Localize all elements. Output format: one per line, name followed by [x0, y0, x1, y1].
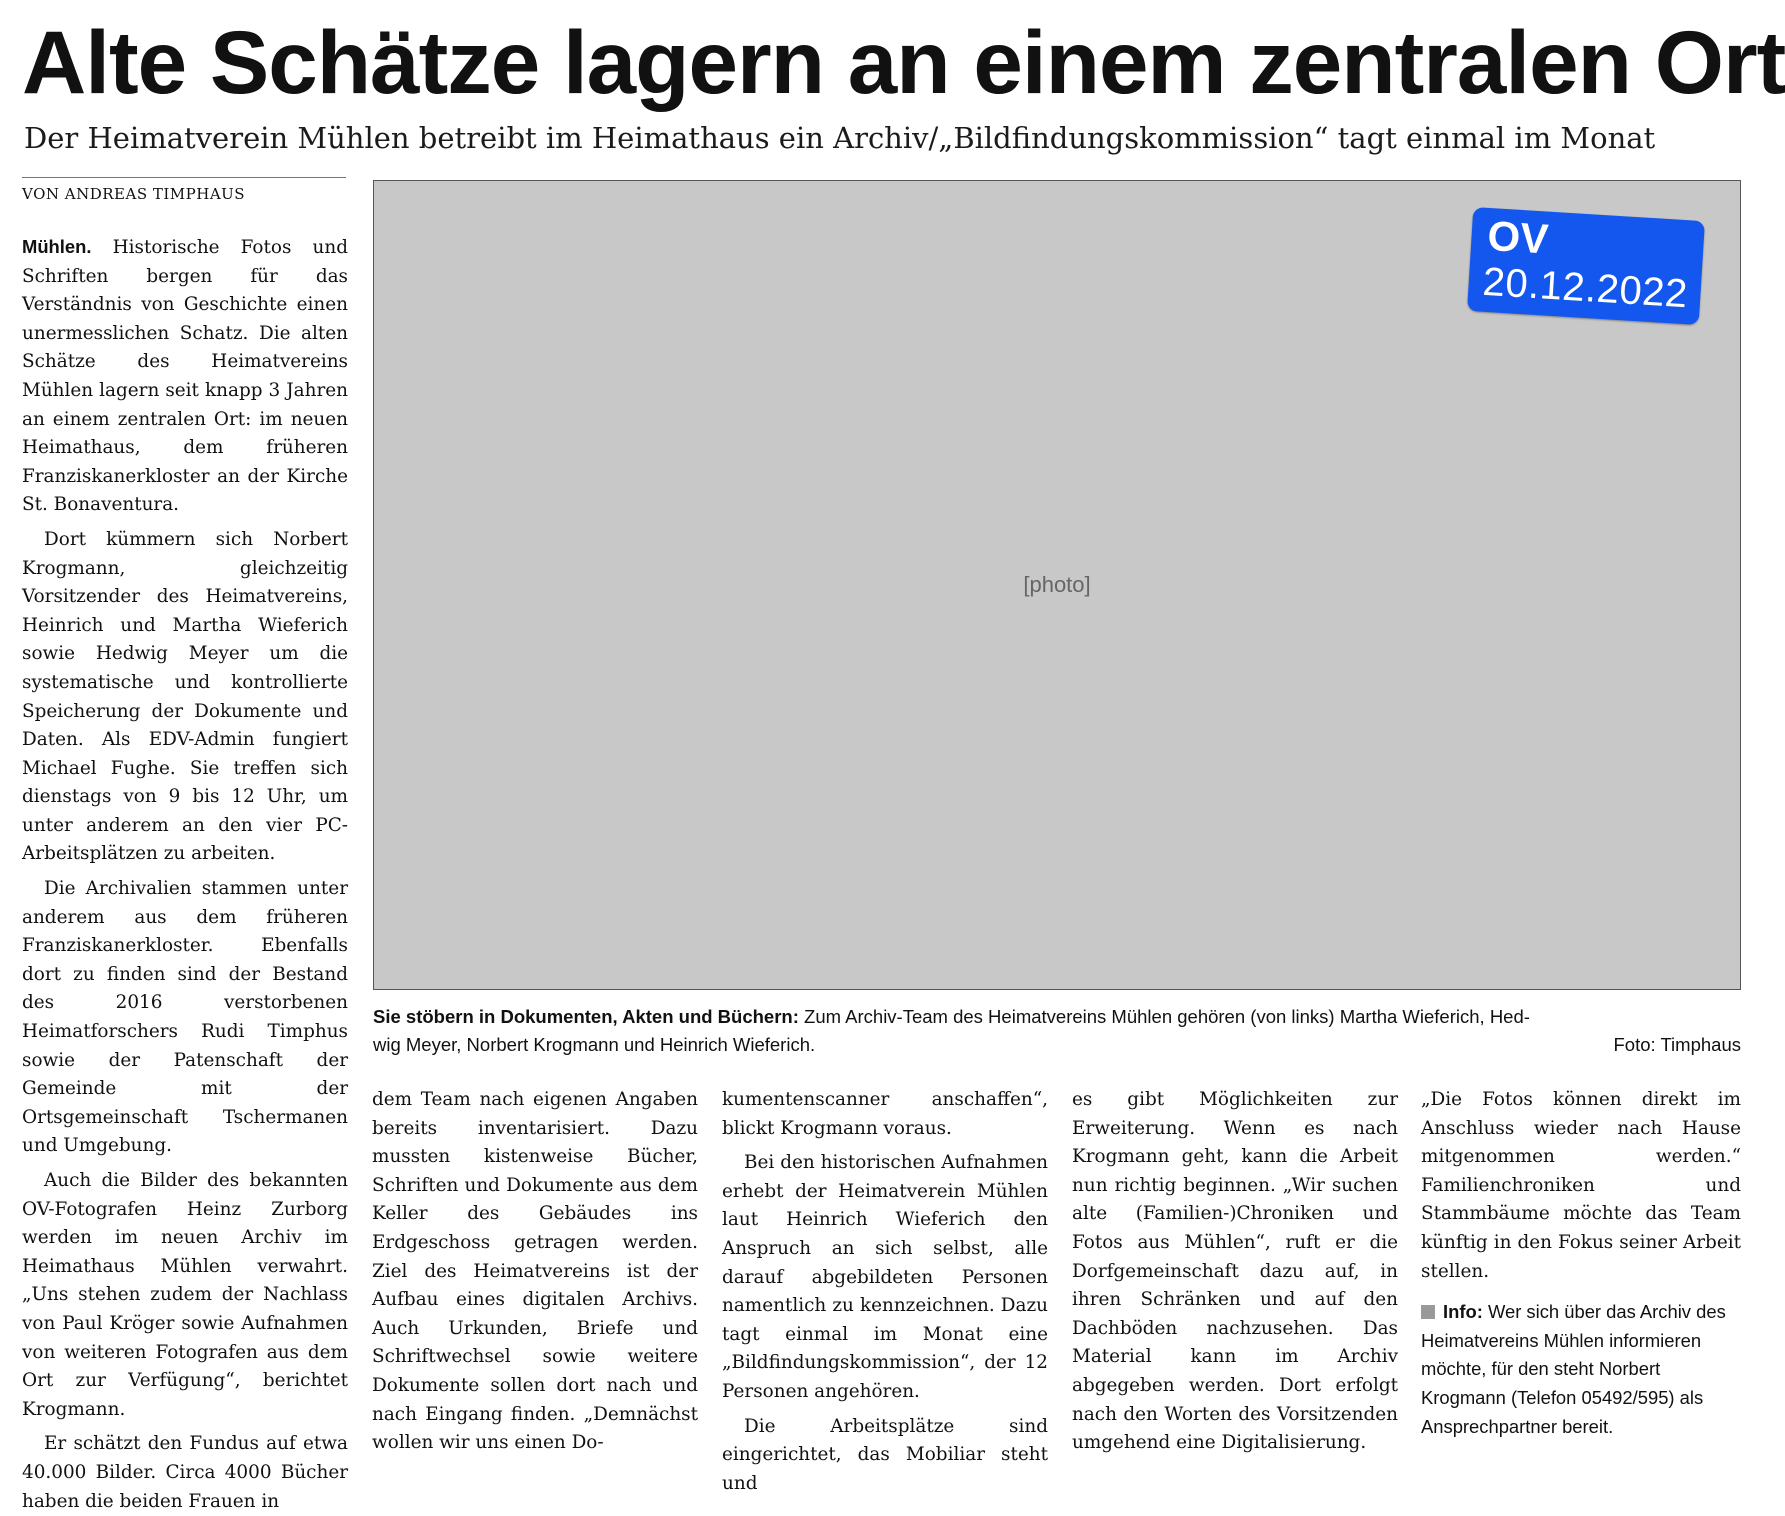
photo-placeholder-label: [photo] [1023, 572, 1091, 597]
paragraph: Er schätzt den Fundus auf etwa 40.000 Bilder. Circa 4000 Bücher haben die beiden Frauen in [22, 1433, 348, 1512]
info-label: Info: [1443, 1301, 1483, 1323]
stamp-date: 20.12.2022 [1481, 259, 1690, 317]
paragraph: Auch die Bilder des bekannten OV-Fotografen Heinz Zurborg werden im neuen Archiv im Heimathaus Mühlen verwahrt. „Uns stehen zudem der Nachlass von Paul Kröger sowie Aufnahmen von weiteren Fotografen aus dem Ort zur Verfügung“, berichtet Krogmann. [22, 1170, 348, 1420]
paragraph: Bei den historischen Aufnahmen erhebt der Heimatverein Mühlen laut Heinrich Wieferich den Anspruch an sich selbst, alle darauf abgebildeten Personen namentlich zu kennzeichnen. Dazu tagt einmal im Monat eine „Bildfindungskommission“, der 12 Personen angehören. [722, 1152, 1048, 1402]
photo-credit: Foto: Timphaus [1613, 1034, 1741, 1055]
info-square-icon [1421, 1305, 1435, 1319]
subheadline: Der Heimatverein Mühlen betreibt im Heimathaus ein Archiv/„Bildfindungskommission“ tagt einmal im Monat [24, 121, 1656, 155]
byline: VON ANDREAS TIMPHAUS [22, 185, 246, 203]
paragraph: kumentenscanner anschaffen“, blickt Krogmann voraus. [722, 1089, 1048, 1139]
byline-rule [22, 177, 346, 178]
dateline-place: Mühlen. [22, 236, 92, 257]
article-column-4 [1072, 1086, 1398, 1468]
caption-lead: Sie stöbern in Dokumenten, Akten und Büchern: [373, 1006, 799, 1027]
article-column-5 [1421, 1086, 1741, 1468]
paragraph: Die Archivalien stammen unter anderem aus dem früheren Franziskanerkloster. Ebenfalls dort zu finden sind der Bestand des 2016 verstorbenen Heimatforschers Rudi Timphus sowie der Patenschaft der Gemeinde mit der Ortsgemeinschaft Tschermanen und Umgebung. [22, 878, 348, 1157]
caption-text-line2: wig Meyer, Norbert Krogmann und Heinrich Wieferich. [373, 1034, 816, 1055]
paragraph [22, 233, 348, 520]
paragraph: dem Team nach eigenen Angaben bereits inventarisiert. Dazu mussten kistenweise Bücher, Schriften und Dokumente aus dem Keller des Gebäudes ins Erdgeschoss getragen werden. Ziel des Heimatvereins ist der Aufbau eines digitalen Archivs. Auch Urkunden, Briefe und Schriftwechsel sowie weitere Dokumente sollen dort nach und nach Eingang finden. „Demnächst wollen wir uns einen Do- [372, 1089, 698, 1454]
photo-caption [373, 1003, 1741, 1059]
info-box [1421, 1298, 1741, 1441]
article-column-1 [22, 233, 348, 1512]
paragraph: „Die Fotos können direkt im Anschluss wieder nach Hause mitgenommen werden.“ Familienchroniken und Stammbäume möchte das Team künftig in den Fokus seiner Arbeit stellen. [1421, 1089, 1741, 1282]
article-column-2 [372, 1086, 698, 1468]
caption-text: Zum Archiv-Team des Heimatvereins Mühlen gehören (von links) Martha Wieferich, Hed- [798, 1006, 1530, 1027]
paragraph-text: Historische Fotos und Schriften bergen für das Verständnis von Geschichte einen unermesslichen Schatz. Die alten Schätze des Heimatvereins Mühlen lagern seit knapp 3 Jahren an einem zentralen Ort: im neuen Heimathaus, dem früheren Franziskanerkloster an der Kirche St. Bonaventura. [22, 237, 348, 516]
headline: Alte Schätze lagern an einem zentralen Ort [22, 12, 1785, 112]
info-text: Wer sich über das Archiv des Heimatvereins Mühlen informieren möchte, für den steht Norbert Krogmann (Telefon 05492/595) als Ansprechpartner bereit. [1421, 1301, 1726, 1437]
stamp-source: OV [1486, 211, 1550, 263]
article-column-3 [722, 1086, 1048, 1494]
date-stamp [1467, 207, 1705, 325]
paragraph: es gibt Möglichkeiten zur Erweiterung. Wenn es nach Krogmann geht, kann die Arbeit nun richtig beginnen. „Wir suchen alte (Familien-)Chroniken und Fotos aus Mühlen“, ruft er die Dorfgemeinschaft dazu auf, in ihren Schränken und auf den Dachböden nachzusehen. Das Material kann im Archiv abgegeben werden. Dort erfolgt nach den Worten des Vorsitzenden umgehend eine Digitalisierung. [1072, 1089, 1398, 1454]
paragraph: Dort kümmern sich Norbert Krogmann, gleichzeitig Vorsitzender des Heimatvereins, Heinrich und Martha Wieferich sowie Hedwig Meyer um die systematische und kontrollierte Speicherung der Dokumente und Daten. Als EDV-Admin fungiert Michael Fughe. Sie treffen sich dienstags von 9 bis 12 Uhr, um unter anderem an den vier PC-Arbeitsplätzen zu arbeiten. [22, 528, 348, 865]
paragraph: Die Arbeitsplätze sind eingerichtet, das Mobiliar steht und [722, 1415, 1048, 1494]
